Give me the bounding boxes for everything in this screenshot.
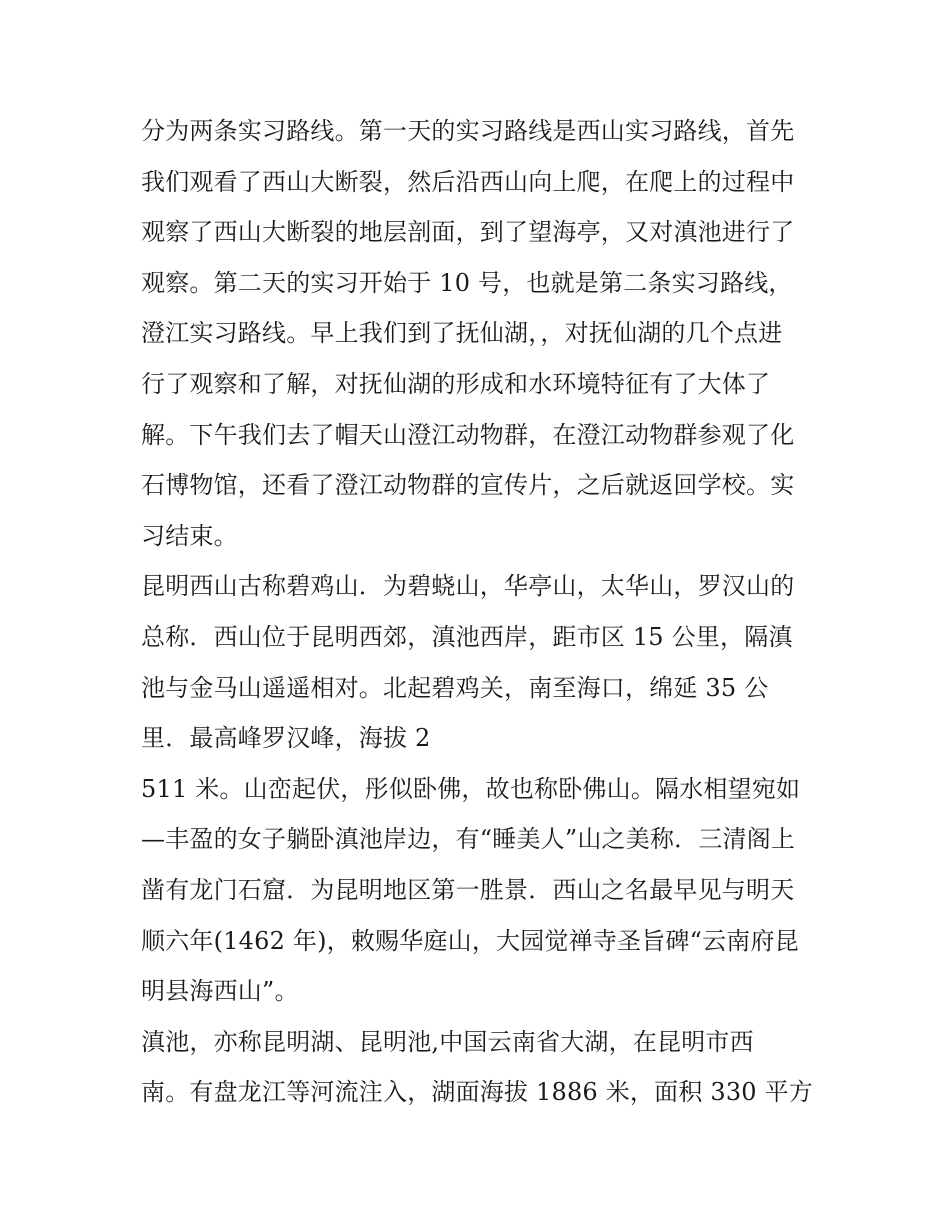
text-line: 滇池，亦称昆明湖、昆明池,中国云南省大湖，在昆明市西 [141,1027,754,1056]
text-line: 511 米。山峦起伏，彤似卧佛，故也称卧佛山。隔水相望宛如 [141,774,801,803]
text-line: 观察。第二天的实习开始于 10 号，也就是第二条实习路线， [141,268,793,297]
text-line: 行了观察和了解，对抚仙湖的形成和水环境特征有了大体了 [141,369,771,398]
text-line: 池与金马山遥遥相对。北起碧鸡关，南至海口，绵延 35 公 [141,673,769,702]
text-line: 总称．西山位于昆明西郊，滇池西岸，距市区 15 公里，隔滇 [141,622,793,651]
body-text [141,106,821,1118]
text-line: 分为两条实习路线。第一天的实习路线是西山实习路线，首先 [141,117,795,145]
text-line: 石博物馆，还看了澄江动物群的宣传片，之后就返回学校。实 [141,471,795,500]
text-line: 凿有龙门石窟．为昆明地区第一胜景．西山之名最早见与明天 [141,875,795,904]
text-line: —丰盈的女子躺卧滇池岸边，有“睡美人”山之美称．三清阁上 [141,825,796,854]
text-line: 解。下午我们去了帽天山澄江动物群，在澄江动物群参观了化 [141,420,795,449]
text-line: 我们观看了西山大断裂，然后沿西山向上爬，在爬上的过程中 [141,167,795,196]
text-line: 顺六年(1462 年)，敕赐华庭山，大园觉禅寺圣旨碑“云南府昆 [141,926,799,955]
text-line: 观察了西山大断裂的地层剖面，到了望海亭，又对滇池进行了 [141,218,795,247]
text-line: 习结束。 [141,521,238,550]
text-line: 里．最高峰罗汉峰，海拔 2 [141,724,431,753]
text-line: 澄江实习路线。早上我们到了抚仙湖，，对抚仙湖的几个点进 [141,319,783,348]
text-line: 南。有盘龙江等河流注入，湖面海拔 1886 米，面积 330 平方 [141,1078,814,1107]
text-line: 明县海西山”。 [141,977,299,1006]
text-line: 昆明西山古称碧鸡山．为碧蛲山，华亭山，太华山，罗汉山的 [141,572,795,601]
